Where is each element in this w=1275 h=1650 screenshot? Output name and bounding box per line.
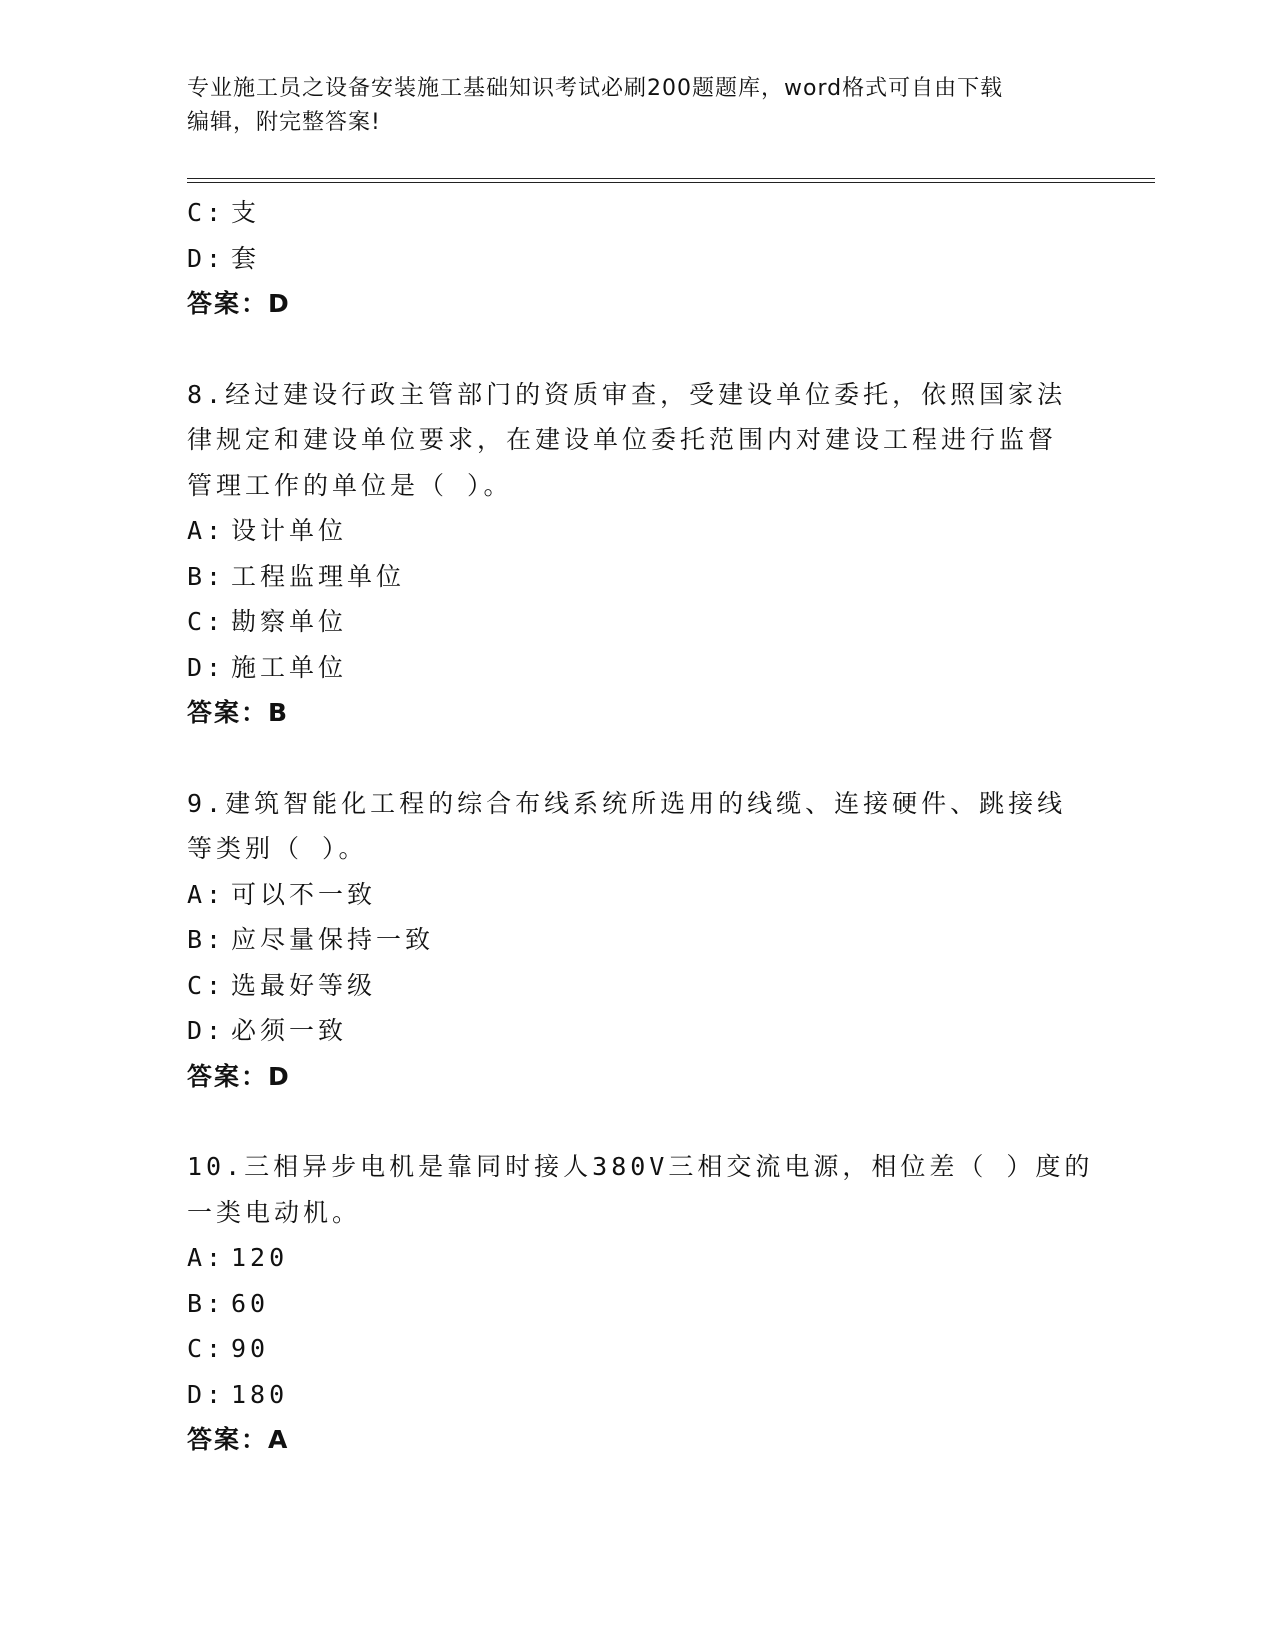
option-label: B:: [187, 925, 226, 954]
option-b: [187, 554, 1087, 600]
question-text-line: 等类别（ ）。: [187, 834, 368, 863]
header-divider: [187, 178, 1155, 183]
option-a: [187, 508, 1087, 554]
option-label: D:: [187, 652, 226, 682]
question-7-tail: [187, 190, 1087, 327]
option-label: A:: [187, 1243, 226, 1272]
option-text: 180: [231, 1379, 289, 1409]
answer-line: 答案：A: [187, 1425, 290, 1454]
option-a: [187, 1235, 1087, 1281]
question-9: [187, 781, 1087, 1100]
option-text: 套: [231, 243, 261, 273]
option-text: 选最好等级: [231, 970, 377, 1000]
option-c: [187, 1326, 1087, 1372]
option-text: 工程监理单位: [231, 561, 406, 591]
option-d: [187, 1008, 1087, 1054]
question-text-line: 管理工作的单位是（ ）。: [187, 470, 513, 500]
option-c: [187, 599, 1087, 645]
header-title-line-2: 编辑，附完整答案!: [187, 110, 381, 135]
option-text: 可以不一致: [231, 879, 377, 909]
answer-line: 答案：D: [187, 1061, 291, 1091]
document-body: [187, 190, 1094, 1463]
option-d: [187, 645, 1087, 691]
option-label: C:: [187, 970, 226, 1000]
option-a: [187, 872, 1087, 918]
option-label: B:: [187, 561, 226, 591]
question-text-line: 8.经过建设行政主管部门的资质审查，受建设单位委托，依照国家法: [187, 379, 1067, 409]
question-text-line: 10.三相异步电机是靠同时接人380V三相交流电源，相位差（ ）度的: [187, 1152, 1094, 1181]
option-d: [187, 1372, 1087, 1418]
question-text-line: 一类电动机。: [187, 1197, 362, 1227]
option-label: C:: [187, 1334, 226, 1363]
option-text: 施工单位: [231, 652, 348, 682]
option-b: [187, 1281, 1087, 1327]
option-d: [187, 236, 1087, 282]
answer-line: 答案：D: [187, 289, 291, 318]
question-text-line: 律规定和建设单位要求，在建设单位委托范围内对建设工程进行监督: [187, 425, 1058, 454]
option-text: 90: [231, 1334, 270, 1363]
option-label: D:: [187, 1379, 226, 1409]
option-c: [187, 190, 1087, 236]
option-text: 设计单位: [231, 516, 348, 545]
option-label: C:: [187, 607, 226, 636]
option-text: 支: [231, 198, 261, 227]
option-label: A:: [187, 879, 226, 909]
option-text: 120: [231, 1243, 289, 1272]
option-label: B:: [187, 1288, 226, 1318]
option-text: 60: [231, 1288, 270, 1318]
header-title-line-1: 专业施工员之设备安装施工基础知识考试必刷200题题库，word格式可自由下载: [187, 76, 1004, 101]
option-text: 必须一致: [231, 1016, 348, 1045]
option-label: C:: [187, 198, 226, 227]
option-label: A:: [187, 516, 226, 545]
page-header: [187, 72, 1087, 140]
option-label: D:: [187, 1016, 226, 1045]
option-b: [187, 917, 1087, 963]
option-label: D:: [187, 243, 226, 273]
question-10: [187, 1144, 1094, 1463]
question-8: [187, 372, 1087, 736]
answer-line: 答案：B: [187, 698, 290, 727]
option-text: 勘察单位: [231, 607, 348, 636]
question-text-line: 9.建筑智能化工程的综合布线系统所选用的线缆、连接硬件、跳接线: [187, 788, 1067, 818]
option-c: [187, 963, 1087, 1009]
option-text: 应尽量保持一致: [231, 925, 435, 954]
